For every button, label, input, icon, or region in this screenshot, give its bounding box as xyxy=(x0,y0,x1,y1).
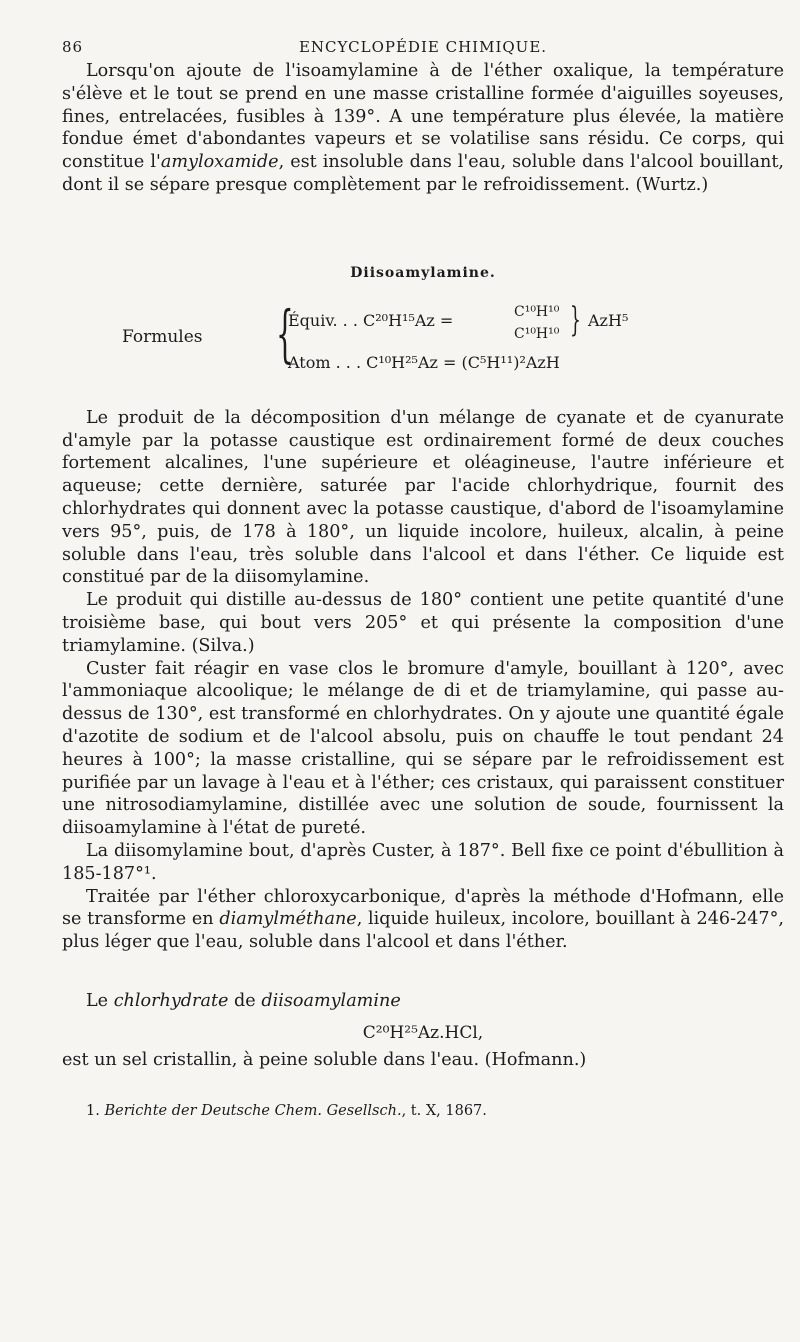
diamylmethane-term: diamylméthane xyxy=(219,909,357,930)
footnote: 1. Berichte der Deutsche Chem. Gesellsch., t. X, 1867. xyxy=(86,1102,487,1119)
amyloxamide-term: amyloxamide xyxy=(160,152,279,173)
paragraph-5: Traitée par l'éther chloroxycarbonique, d'après la méthode d'Hofmann, elle se transforme en diamylméthane, liquide huileux, incolore, bouillant à 246-247°, plus léger que l'eau, soluble dans l'alcool et dans l'éther. xyxy=(62,886,784,953)
paragraph-4: La diisomylamine bout, d'après Custer, à 187°. Bell fixe ce point d'ébullition à 185-187°¹. xyxy=(62,840,784,884)
right-brace: } xyxy=(570,299,581,340)
running-title: ENCYCLOPÉDIE CHIMIQUE. xyxy=(298,38,548,56)
formula-equiv: Équiv. . . C²⁰H¹⁵Az = xyxy=(288,310,454,330)
chlorhydrate-heading: Le chlorhydrate de diisoamylamine xyxy=(86,990,401,1011)
page xyxy=(62,30,784,1122)
chlorhydrate-description: est un sel cristallin, à peine soluble dans l'eau. (Hofmann.) xyxy=(62,1049,587,1070)
formula-fraction: C¹⁰H¹⁰ C¹⁰H¹⁰ xyxy=(514,303,560,342)
formula-equiv-tail: AzH⁵ xyxy=(588,310,629,330)
page-number: 86 xyxy=(62,38,84,56)
formula-label: Formules xyxy=(122,326,203,347)
formula-block xyxy=(62,295,784,377)
running-header xyxy=(62,30,784,60)
intro-paragraph: Lorsqu'on ajoute de l'isoamylamine à de l'éther oxalique, la température s'élève et le tout se prend en une masse cristalline formée d'aiguilles soyeuses, fines, entrelacées, fusibles à 139°. A une température plus élevée, la matière fondue émet d'abondantes vapeurs et se volatilise sans résidu. Ce corps, qui constitue l'amyloxamide, est insoluble dans l'eau, soluble dans l'alcool bouillant, dont il se sépare presque complètement par le refroidissement. (Wurtz.) xyxy=(62,61,785,195)
section-title: Diisoamylamine. xyxy=(350,264,496,281)
chlorhydrate-formula: C²⁰H²⁵Az.HCl, xyxy=(362,1022,484,1043)
paragraph-2: Le produit qui distille au-dessus de 180° contient une petite quantité d'une troisième base, qui bout vers 205° et qui présente la composition d'une triamylamine. (Silva.) xyxy=(62,590,784,656)
paragraph-3: Custer fait réagir en vase clos le bromure d'amyle, bouillant à 120°, avec l'ammoniaque alcoolique; le mélange de di et de triamylamine, qui passe au-dessus de 130°, est transformé en chlorhydrates. On y ajoute une quantité égale d'azotite de sodium et de l'alcool absolu, puis on chauffe le tout pendant 24 heures à 100°; la masse cristalline, qui se sépare par le refroidissement est purifiée par un lavage à l'eau et à l'éther; ces cristaux, qui paraissent constituer une nitrosodiamylamine, distillée avec une solution de soude, fournissent la diisoamylamine à l'état de pureté. xyxy=(62,658,784,839)
left-brace: { xyxy=(276,296,294,370)
paragraph-1: Le produit de la décomposition d'un mélange de cyanate et de cyanurate d'amyle par la potasse caustique est ordinairement formé de deux couches fortement alcalines, l'une supérieure et oléagineuse, l'autre inférieure et aqueuse; cette dernière, saturée par l'acide chlorhydrique, fournit des chlorhydrates qui donnent avec la potasse caustique, d'abord de l'isoamylamine vers 95°, puis, de 178 à 180°, un liquide incolore, huileux, alcalin, à peine soluble dans l'eau, très soluble dans l'alcool et dans l'éther. Ce liquide est constitué par de la diisomylamine. xyxy=(62,407,784,588)
formula-atom: Atom . . . C¹⁰H²⁵Az = (C⁵H¹¹)²AzH xyxy=(288,352,560,372)
